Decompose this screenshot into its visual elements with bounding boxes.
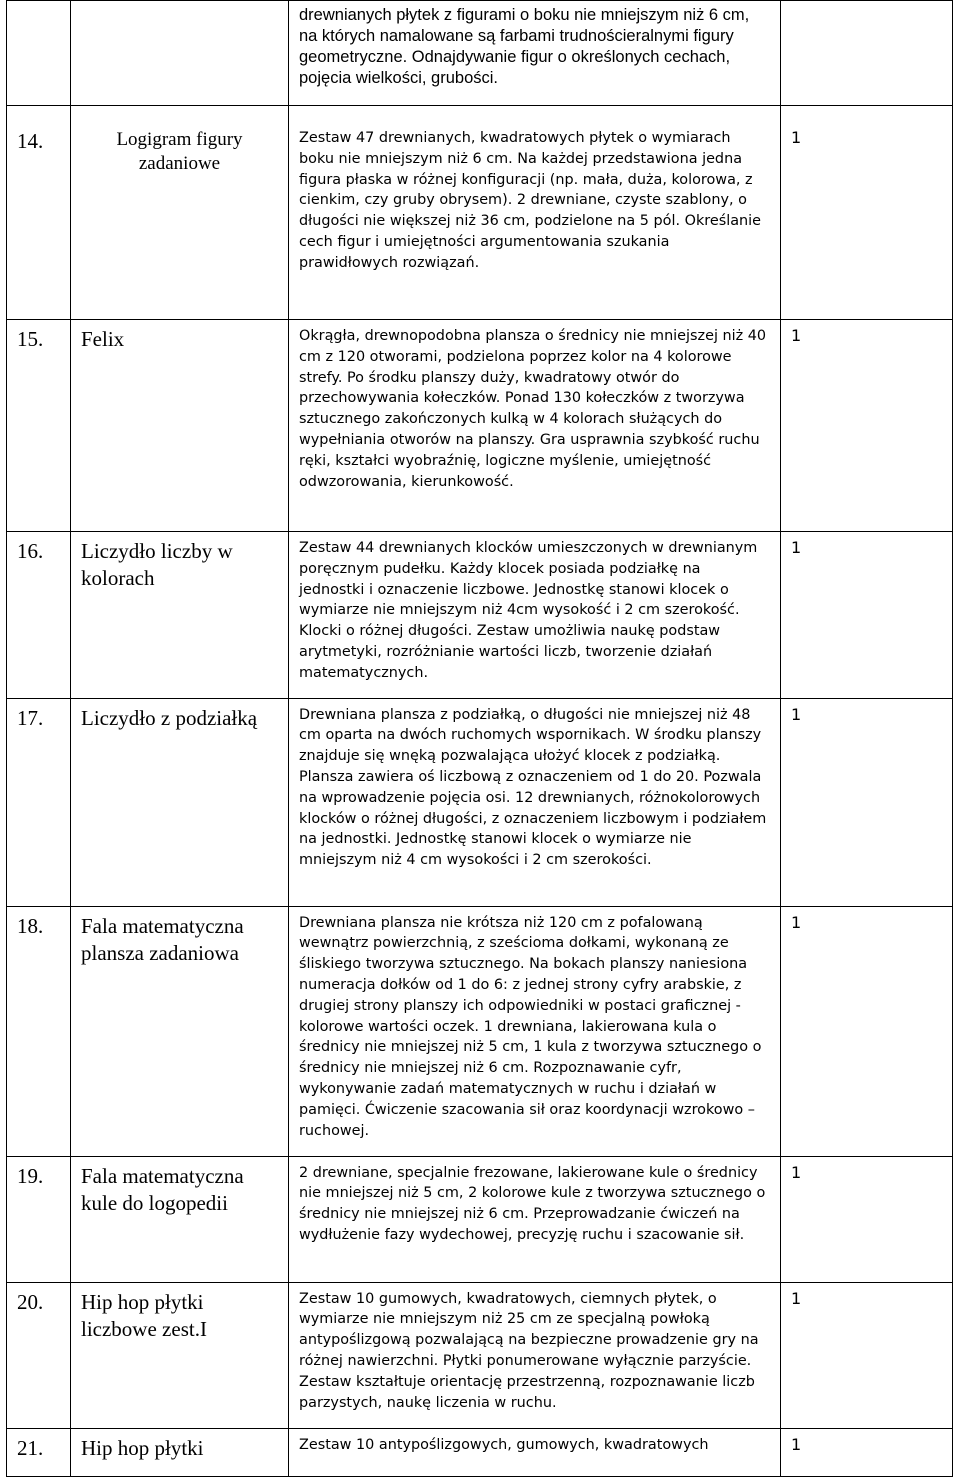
item-quantity: 1 xyxy=(781,906,953,1156)
table-row xyxy=(7,1282,953,1428)
item-name: Fala matematyczna kule do logopedii xyxy=(71,1156,289,1282)
item-description: Okrągła, drewnopodobna plansza o średnicy nie mniejszej niż 40 cm z 120 otworami, podzielona poprzez kolor na 4 kolorowe strefy. Po środku planszy duży, kwadratowy otwór do przechowywania kołeczków. Ponad 130 kołeczków z tworzywa sztucznego zakończonych kulką w 4 kolorach służących do wypełniania otworów na planszy. Gra usprawnia szybkość ruchu ręki, kształci wyobraźnię, logiczne myślenie, umiejętność odwzorowania, kierunkowość. xyxy=(289,320,781,532)
item-description: Drewniana plansza nie krótsza niż 120 cm z pofalowaną wewnątrz powierzchnią, z sześcioma dołkami, wykonaną ze śliskiego tworzywa sztucznego. Na bokach planszy naniesiona numeracja dołków od 1 do 6: z jednej strony cyfry arabskie, z drugiej strony planszy ich odpowiedniki w postaci graficznej - kolorowe wartości oczek. 1 drewniana, lakierowana kula o średnicy nie mniejszej niż 5 cm, 1 kula z tworzywa sztucznego o średnicy nie mniejszej niż 6 cm. Rozpoznawanie cyfr, wykonywanie zadań matematycznych w ruchu i działań w pamięci. Ćwiczenie szacowania sił oraz koordynacji wzrokowo – ruchowej. xyxy=(289,906,781,1156)
item-name: Liczydło z podziałką xyxy=(71,698,289,906)
item-quantity: 1 xyxy=(781,106,953,320)
item-name: Felix xyxy=(71,320,289,532)
item-quantity: 1 xyxy=(781,1428,953,1476)
item-name: Hip hop płytki xyxy=(71,1428,289,1476)
item-description: Drewniana plansza z podziałką, o długości nie mniejszej niż 48 cm oparta na dwóch ruchomych wspornikach. W środku planszy znajduje się wnęką pozwalająca ułożyć klocek z podziałką. Plansza zawiera oś liczbową z oznaczeniem od 1 do 20. Pozwala na wprowadzenie pojęcia osi. 12 drewnianych, różnokolorowych klocków o różnej długości, z oznaczeniem liczbowym i podziałem na jednostki. Jednostkę stanowi klocek o wymiarze nie mniejszym niż 4 cm wysokości i 2 cm szerokości. xyxy=(289,698,781,906)
table-row xyxy=(7,532,953,699)
item-quantity: 1 xyxy=(781,1156,953,1282)
item-description: drewnianych płytek z figurami o boku nie mniejszym niż 6 cm, na których namalowane są farbami trudnościeralnymi figury geometryczne. Odnajdywanie figur o określonych cechach, pojęcia wielkości, grubości. xyxy=(289,1,781,106)
item-name: Logigram figury zadaniowe xyxy=(71,106,289,320)
table-row xyxy=(7,106,953,320)
item-description: Zestaw 10 antypoślizgowych, gumowych, kwadratowych xyxy=(289,1428,781,1476)
row-number: 14. xyxy=(7,106,71,320)
row-number: 15. xyxy=(7,320,71,532)
row-number: 20. xyxy=(7,1282,71,1428)
item-description: Zestaw 44 drewnianych klocków umieszczonych w drewnianym poręcznym pudełku. Każdy klocek posiada podziałkę na jednostki i oznaczenie liczbowe. Jednostkę stanowi klocek o wymiarze nie mniejszym niż 4cm wysokość i 2 cm szerokość. Klocki o różnej długości. Zestaw umożliwia naukę podstaw arytmetyki, rozróżnianie wartości liczb, tworzenie działań matematycznych. xyxy=(289,532,781,699)
item-name: Hip hop płytki liczbowe zest.I xyxy=(71,1282,289,1428)
row-number: 19. xyxy=(7,1156,71,1282)
item-quantity: 1 xyxy=(781,1282,953,1428)
item-description: Zestaw 10 gumowych, kwadratowych, ciemnych płytek, o wymiarze nie mniejszym niż 25 cm ze specjalną powłoką antypoślizgową pozwalającą na bezpieczne prowadzenie gry na różnej nawierzchni. Płytki ponumerowane wyłącznie parzyście. Zestaw kształtuje orientację przestrzenną, rozpoznawanie liczb parzystych, naukę liczenia w ruchu. xyxy=(289,1282,781,1428)
specification-table xyxy=(6,0,953,1477)
row-number: 17. xyxy=(7,698,71,906)
table-row xyxy=(7,1156,953,1282)
table-row xyxy=(7,906,953,1156)
table-row xyxy=(7,1,953,106)
table-row xyxy=(7,320,953,532)
item-quantity: 1 xyxy=(781,698,953,906)
item-description: Zestaw 47 drewnianych, kwadratowych płytek o wymiarach boku nie mniejszym niż 6 cm. Na każdej przedstawiona jedna figura płaska w różnej konfiguracji (np. mała, duża, kolorowa, z cienkim, czy gruby obrysem). 2 drewniane, czyste szablony, o długości nie większej niż 36 cm, podzielone na 5 pól. Określanie cech figur i umiejętności argumentowania szukania prawidłowych rozwiązań. xyxy=(289,106,781,320)
item-quantity: 1 xyxy=(781,532,953,699)
item-quantity xyxy=(781,1,953,106)
item-name xyxy=(71,1,289,106)
table-row xyxy=(7,698,953,906)
table-row xyxy=(7,1428,953,1476)
row-number xyxy=(7,1,71,106)
item-name: Fala matematyczna plansza zadaniowa xyxy=(71,906,289,1156)
item-description: 2 drewniane, specjalnie frezowane, lakierowane kule o średnicy nie mniejszej niż 5 cm, 2 kolorowe kule z tworzywa sztucznego o średnicy nie mniejszej niż 6 cm. Przeprowadzanie ćwiczeń na wydłużenie fazy wydechowej, precyzję ruchu i szacowanie sił. xyxy=(289,1156,781,1282)
item-quantity: 1 xyxy=(781,320,953,532)
row-number: 18. xyxy=(7,906,71,1156)
item-name: Liczydło liczby w kolorach xyxy=(71,532,289,699)
row-number: 21. xyxy=(7,1428,71,1476)
row-number: 16. xyxy=(7,532,71,699)
